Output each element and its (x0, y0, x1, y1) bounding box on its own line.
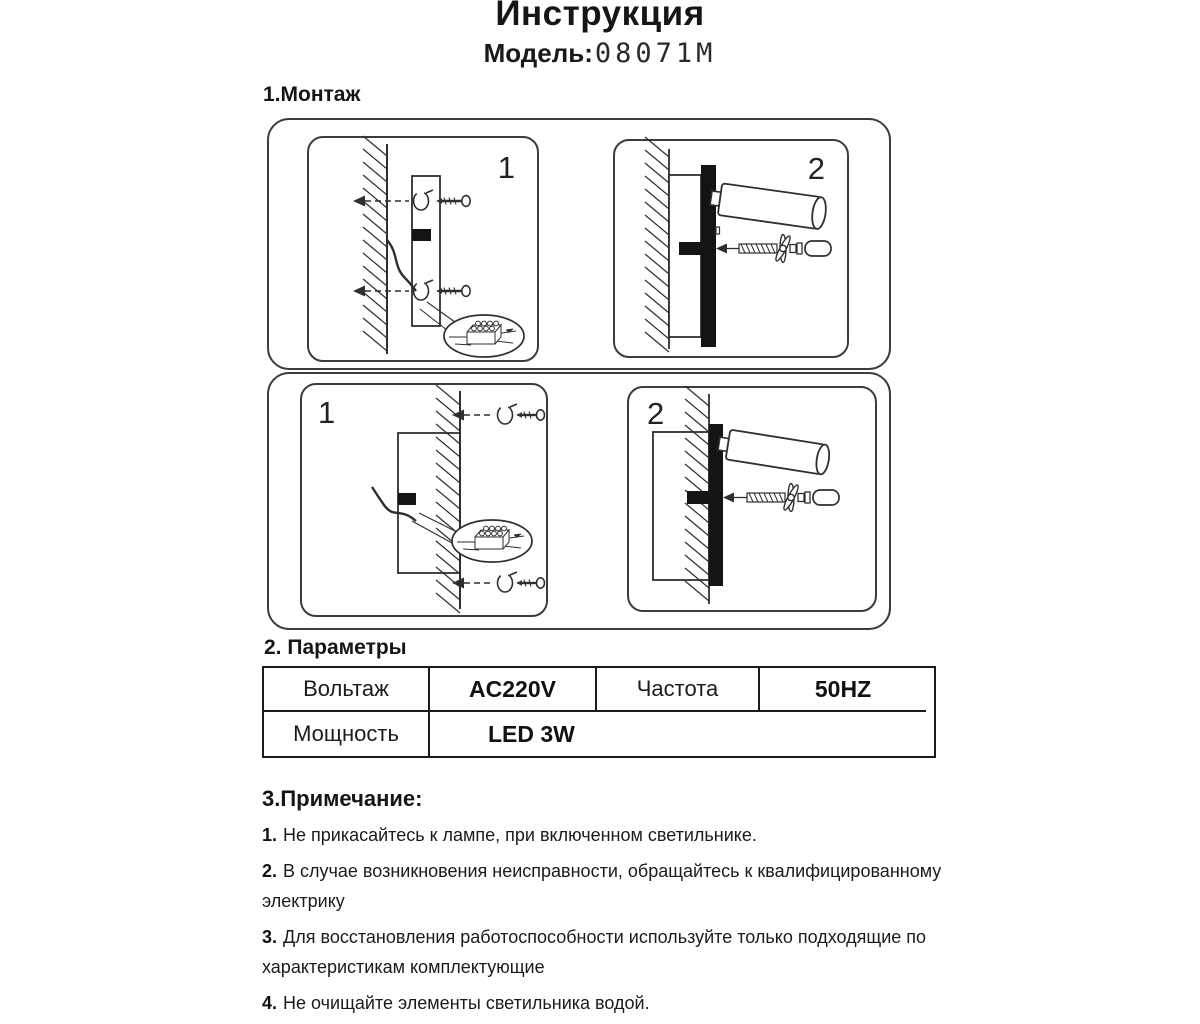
diagram-panel-step2-bottom (627, 386, 877, 612)
model-value: 08071M (594, 38, 717, 69)
diagram-panel-step2-top (613, 139, 849, 358)
lamp-cylinder (709, 182, 828, 230)
back-plate (653, 432, 709, 580)
threaded-rod-icon (739, 244, 777, 253)
notes-heading: 3.Примечание: (262, 786, 423, 811)
wall-hatch (645, 137, 669, 352)
page-title: Инструкция (495, 0, 705, 33)
lamp-cylinder (717, 428, 831, 475)
note-number: 1. (262, 825, 278, 845)
note-number: 4. (262, 993, 278, 1013)
screw-icon (516, 410, 545, 420)
magnifier-callout (412, 513, 532, 562)
note-number: 2. (262, 861, 278, 881)
rotation-arrow-icon (498, 404, 518, 424)
montage-box-1 (267, 118, 891, 370)
wall-hatch (436, 385, 460, 613)
rotation-arrow-icon (498, 572, 518, 592)
screw-arrow-bottom (452, 572, 545, 592)
wall-anchor-block (679, 242, 701, 255)
note-item (262, 988, 954, 1018)
insert-arrow (723, 493, 734, 503)
model-label: Модель: (483, 38, 593, 68)
note-item (262, 856, 954, 916)
screw-icon (436, 196, 470, 207)
screw-cap (813, 490, 839, 505)
panel-number: 1 (497, 150, 515, 185)
terminal-block (398, 493, 416, 505)
panel-number: 1 (318, 395, 336, 430)
montage-box-2 (267, 372, 891, 630)
screw-cap (805, 241, 831, 256)
terminal-block (412, 229, 431, 241)
note-text: Не прикасайтесь к лампе, при включенном светильнике. (283, 825, 757, 845)
note-text: Не очищайте элементы светильника водой. (283, 993, 650, 1013)
note-text: В случае возникновения неисправности, обращайтесь к квалифицированному электрику (262, 861, 942, 911)
panel-number: 2 (647, 396, 665, 431)
param-value-power: LED 3W (428, 710, 926, 756)
panel-number: 2 (807, 151, 825, 186)
diagram-panel-step1-bottom (300, 383, 548, 617)
threaded-rod-icon (747, 493, 785, 502)
param-value-frequency: 50HZ (758, 668, 926, 710)
wall-hatch (363, 136, 387, 351)
param-label-power: Мощность (264, 710, 428, 756)
screw-arrow-top (452, 404, 545, 424)
note-item (262, 922, 954, 982)
switch-nub (716, 227, 720, 234)
mounting-diagram-4 (629, 388, 875, 610)
montage-heading: 1.Монтаж (263, 83, 361, 106)
screw-icon (516, 578, 545, 588)
param-label-frequency: Частота (595, 668, 758, 710)
notes-list (262, 820, 954, 1024)
mounting-diagram-3 (302, 385, 546, 615)
param-value-voltage: AC220V (428, 668, 595, 710)
diagram-panel-step1-top (307, 136, 539, 362)
insert-arrow (716, 244, 727, 254)
screw-icon (436, 286, 470, 297)
back-plate (669, 175, 701, 337)
note-number: 3. (262, 927, 278, 947)
note-text: Для восстановления работоспособности используйте только подходящие по характеристикам комплектующие (262, 927, 927, 977)
model-line (0, 38, 1200, 69)
parameters-heading: 2. Параметры (264, 636, 407, 659)
param-label-voltage: Вольтаж (264, 668, 428, 710)
note-item (262, 820, 954, 850)
wall-anchor-block (687, 491, 709, 504)
mounting-plate (412, 176, 440, 326)
parameters-table (262, 666, 936, 758)
